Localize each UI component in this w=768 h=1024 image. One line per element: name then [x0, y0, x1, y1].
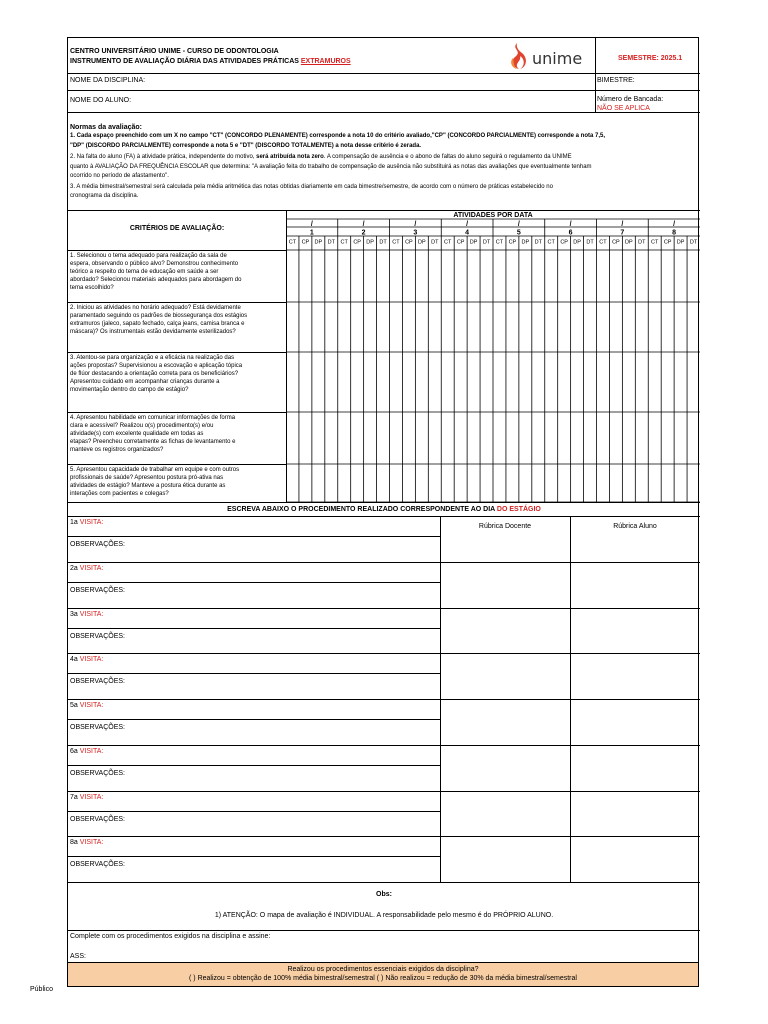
obs-note: 1) ATENÇÃO: O mapa de avaliação é INDIVIDUAL. A responsabilidade pelo mesmo é do PRÓPRIO ALUNO. — [214, 912, 554, 919]
code-label: CP — [508, 239, 517, 246]
visit-6-observations[interactable]: OBSERVAÇÕES: — [70, 769, 125, 777]
criterion-line: de flúor destacando a orientação correta para os beneficiários? — [70, 371, 239, 377]
date-number: 8 — [672, 229, 677, 237]
bench-number-field[interactable]: Número de Bancada: — [597, 96, 664, 103]
criterion-line: 1. Selecionou o tema adequado para realização da sala de — [70, 253, 227, 259]
rule-3-line-1: 3. A média bimestral/semestral será calculada pela média aritmética das notas obtidas diariamente em cada bimestre/semestre, de acordo com o número de práticas estabelecido no — [70, 184, 553, 190]
code-label: CP — [456, 239, 465, 246]
procedures-header: ESCREVA ABAIXO O PROCEDIMENTO REALIZADO CORRESPONDENTE AO DIA DO ESTÁGIO — [227, 506, 541, 513]
code-label: DP — [573, 239, 581, 246]
unime-logo — [506, 42, 606, 72]
code-label: DP — [676, 239, 685, 246]
criterion-line: clara e acessível? Realizou o(s) procedimento(s) e/ou — [70, 423, 214, 429]
code-label: DP — [366, 239, 374, 246]
criterion-line: espera, observando o público alvo? Demonstrou conhecimento — [70, 261, 239, 267]
evaluation-sheet — [67, 37, 699, 987]
code-label: CT — [444, 239, 452, 246]
complete-instructions: Complete com os procedimentos exigidos na disciplina e assine: — [70, 933, 271, 940]
criterion-line: atividades de estágio? Manteve a postura ética durante as — [70, 483, 226, 489]
code-label: DP — [521, 239, 530, 246]
criterion-2 — [70, 304, 284, 336]
criterion-line: extramuros (jaleco, sapato fechado, calça jeans, camisa branca e — [70, 321, 245, 327]
not-applicable-label: NÃO SE APLICA — [597, 105, 650, 112]
code-label: CT — [495, 239, 504, 246]
code-label: DT — [586, 239, 594, 246]
criterion-line: máscara)? Os instrumentais estão devidamente esterilizados? — [70, 329, 236, 335]
criterion-line: etapas? Preencheu corretamente as fichas de levantamento e — [70, 439, 236, 445]
instrument-title-text: INSTRUMENTO DE AVALIAÇÃO DIÁRIA DAS ATIVIDADES PRÁTICAS — [70, 58, 301, 65]
rubric-teacher-header: Rúbrica Docente — [478, 523, 532, 530]
date-slash: / — [310, 221, 313, 228]
instrument-title — [70, 57, 490, 66]
date-slash: / — [414, 221, 417, 228]
semester-label: SEMESTRE: 2025.1 — [618, 55, 683, 62]
discipline-field[interactable]: NOME DA DISCIPLINA: — [70, 77, 146, 84]
criterion-line: profissionais de saúde? Apresentou postura pró-ativa nas — [70, 475, 224, 481]
code-label: CP — [612, 239, 620, 246]
code-label: DT — [534, 239, 542, 246]
summary-box — [68, 962, 698, 986]
rule-1-line-1: 1. Cada espaço preenchido com um X no campo "CT" (CONCORDO PLENAMENTE) corresponde a nota 10 do critério avaliado,"CP" (CONCORDO PARCIALMENTE) corresponde a nota 7,5, — [70, 133, 606, 139]
visit-1-observations[interactable]: OBSERVAÇÕES: — [70, 541, 125, 548]
visit-3-label[interactable]: 3a VISITA: — [70, 610, 104, 618]
code-label: CP — [560, 239, 568, 246]
visit-5-label[interactable]: 5a VISITA: — [70, 702, 104, 709]
visit-6-label[interactable]: 6a VISITA: — [70, 747, 104, 755]
criterion-1 — [70, 252, 284, 292]
visit-8-observations[interactable]: OBSERVAÇÕES: — [70, 861, 125, 869]
criterion-line: abordado? Selecionou materiais adequados para abordagem do — [70, 277, 242, 283]
date-number: 2 — [361, 229, 366, 237]
activities-by-date-header: ATIVIDADES POR DATA — [453, 212, 533, 219]
rules-title: Normas da avaliação: — [70, 124, 142, 131]
code-label: DT — [482, 239, 491, 246]
criterion-3 — [70, 354, 284, 394]
student-name-field[interactable]: NOME DO ALUNO: — [70, 97, 132, 104]
rule-3-line-2: cronograma da disciplina. — [70, 193, 139, 199]
activity-grid[interactable] — [286, 210, 700, 502]
date-number: 1 — [309, 229, 314, 237]
code-label: DT — [431, 239, 439, 246]
criterion-line: Apresentou cuidado em acompanhar crianças durante a — [70, 379, 220, 385]
code-label: DP — [469, 239, 478, 246]
criterion-line: 2. Iniciou as atividades no horário adequado? Está devidamente — [70, 305, 241, 311]
criterion-4 — [70, 414, 284, 454]
date-number: 6 — [568, 229, 573, 237]
date-number: 5 — [516, 229, 521, 237]
date-slash: / — [569, 221, 572, 228]
rule-2-line-1: 2. Na falta do aluno (FA) à atividade prática, independente do motivo, será atribuída nota zero. A compensação de ausência e o abono de faltas do aluno seguirá o regulamento da UNIME — [70, 154, 572, 160]
date-slash: / — [673, 221, 676, 228]
date-number: 4 — [465, 229, 470, 237]
criterion-line: ações propostas? Supervisionou a escovação e aplicação tópica — [70, 363, 243, 369]
visit-1-label[interactable]: 1a VISITA: — [70, 519, 104, 526]
code-label: DT — [689, 239, 698, 246]
summary-options[interactable]: ( ) Realizou = obtenção de 100% média bimestral/semestral ( ) Não realizou = redução de 30% da média bimestral/semestral — [189, 975, 577, 982]
visit-8-label[interactable]: 8a VISITA: — [70, 839, 104, 847]
visit-4-label[interactable]: 4a VISITA: — [70, 656, 104, 664]
criterion-line: tema escolhido? — [70, 285, 114, 291]
code-label: CT — [392, 239, 400, 246]
criterion-line: 5. Apresentou capacidade de trabalhar em equipe e com outros — [70, 467, 240, 473]
rule-2-line-3: ocorrido no período de afastamento". — [70, 173, 169, 179]
criterion-line: atividade(s) com excelente qualidade em todas as — [70, 431, 204, 437]
code-label: CP — [301, 239, 310, 246]
criterion-line: paramentado seguindo os padrões de biossegurança dos estágios — [70, 313, 248, 319]
summary-question: Realizou os procedimentos essenciais exigidos da disciplina? — [287, 966, 479, 973]
criterion-line: teórico a respeito do tema de educação em saúde a ser — [70, 269, 219, 275]
criterion-line: interações com pacientes e colegas? — [70, 491, 169, 497]
code-label: CT — [340, 239, 348, 246]
criteria-header: CRITÉRIOS DE AVALIAÇÃO: — [129, 225, 225, 232]
logo-text: unime — [532, 49, 583, 68]
visit-7-observations[interactable]: OBSERVAÇÕES: — [70, 815, 125, 823]
code-label: CT — [547, 239, 555, 246]
date-number: 7 — [620, 229, 625, 237]
date-slash: / — [466, 221, 469, 228]
code-label: DT — [327, 239, 335, 246]
criterion-line: 3. Atentou-se para organização e a eficácia na realização das — [70, 355, 235, 361]
footer-label: Público — [30, 986, 53, 993]
code-label: DT — [379, 239, 387, 246]
flame-icon — [506, 42, 528, 70]
code-label: DP — [314, 239, 323, 246]
rule-1-line-2: "DP" (DISCORDO PARCIALMENTE) corresponde a nota 5 e "DT" (DISCORDO TOTALMENTE) a nota desse critério é zerada. — [70, 143, 422, 149]
code-label: CP — [663, 239, 672, 246]
code-label: DP — [625, 239, 633, 246]
visit-2-observations[interactable]: OBSERVAÇÕES: — [70, 586, 125, 594]
visit-4-observations[interactable]: OBSERVAÇÕES: — [70, 678, 125, 686]
visit-2-label[interactable]: 2a VISITA: — [70, 564, 104, 572]
rule-2-line-2: quanto à AVALIAÇÃO DA FREQUÊNCIA ESCOLAR que determina: "A avaliação feita do trabalho de compensação de ausência não substituirá as notas das avaliações que eventualmente tenham — [70, 164, 592, 170]
obs-title: Obs: — [376, 891, 392, 898]
institution-title: CENTRO UNIVERSITÁRIO UNIME - CURSO DE ODONTOLOGIA — [70, 48, 279, 55]
visit-5-observations[interactable]: OBSERVAÇÕES: — [70, 724, 125, 731]
criterion-line: manteve os registros organizados? — [70, 447, 164, 453]
code-label: CT — [651, 239, 659, 246]
date-slash: / — [517, 221, 520, 228]
code-label: CP — [405, 239, 413, 246]
visit-3-observations[interactable]: OBSERVAÇÕES: — [70, 632, 125, 640]
date-slash: / — [362, 221, 365, 228]
date-slash: / — [621, 221, 624, 228]
instrument-title-highlight: EXTRAMUROS — [300, 58, 351, 65]
rubric-student-header: Rúbrica Aluno — [613, 523, 657, 530]
criterion-line: 4. Apresentou habilidade em comunicar informações de forma — [70, 415, 236, 421]
code-label: CT — [599, 239, 607, 246]
code-label: CP — [353, 239, 361, 246]
date-number: 3 — [413, 229, 418, 237]
criterion-line: movimentação dentro do campo de estágio? — [70, 387, 189, 393]
code-label: CT — [288, 239, 297, 246]
visit-7-label[interactable]: 7a VISITA: — [70, 793, 104, 801]
code-label: DT — [638, 239, 646, 246]
signature-field[interactable]: ASS: — [70, 953, 86, 960]
code-label: DP — [418, 239, 426, 246]
bimester-field[interactable]: BIMESTRE: — [597, 77, 635, 84]
criterion-5 — [70, 466, 284, 498]
